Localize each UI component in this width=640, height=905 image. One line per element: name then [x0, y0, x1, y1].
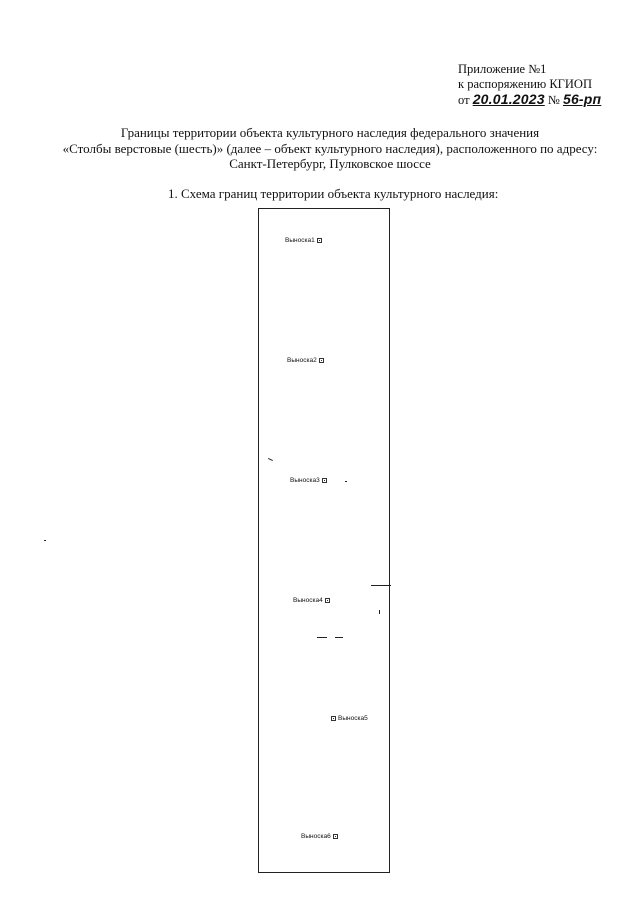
document-title [40, 125, 620, 172]
callout-6-label: Выноска6 [301, 833, 331, 840]
callout-3-marker-icon [322, 478, 327, 483]
callout-5-marker-icon [331, 716, 336, 721]
callout-2-marker-icon [319, 358, 324, 363]
callout-6-marker-icon [333, 834, 338, 839]
appendix-order-ref: к распоряжению КГИОП [458, 77, 592, 91]
callout-4-label: Выноска4 [293, 597, 323, 604]
scan-artifact [44, 540, 46, 541]
callout-2-label: Выноска2 [287, 357, 317, 364]
callout-1-marker-icon [317, 238, 322, 243]
callout-4-marker-icon [325, 598, 330, 603]
section-heading: 1. Схема границ территории объекта культурного наследия: [168, 186, 499, 201]
callout-2 [287, 357, 324, 364]
title-line-3: Санкт-Петербург, Пулковское шоссе [229, 156, 431, 171]
title-line-1: Границы территории объекта культурного наследия федерального значения [120, 125, 540, 140]
date-prefix: от [458, 93, 470, 107]
boundary-mark [379, 610, 380, 614]
appendix-title: Приложение №1 [458, 62, 547, 76]
callout-5-label: Выноска5 [338, 715, 368, 722]
order-number: 56-рп [562, 91, 602, 107]
callout-1 [285, 237, 322, 244]
boundary-mark [335, 637, 343, 638]
boundary-mark [345, 481, 347, 482]
callout-4 [293, 597, 330, 604]
title-line-2: «Столбы верстовые (шесть)» (далее – объект культурного наследия), расположенного по адресу: [62, 140, 598, 156]
appendix-date-number [458, 92, 601, 108]
boundary-mark [317, 637, 327, 638]
boundary-mark [371, 585, 391, 586]
appendix-header [458, 62, 601, 108]
callout-3-label: Выноска3 [290, 477, 320, 484]
callout-1-label: Выноска1 [285, 237, 315, 244]
callout-5 [331, 715, 368, 722]
boundary-scheme [258, 208, 390, 873]
number-prefix: № [547, 93, 560, 107]
order-date: 20.01.2023 [472, 91, 545, 107]
callout-6 [301, 833, 338, 840]
callout-3 [290, 477, 327, 484]
